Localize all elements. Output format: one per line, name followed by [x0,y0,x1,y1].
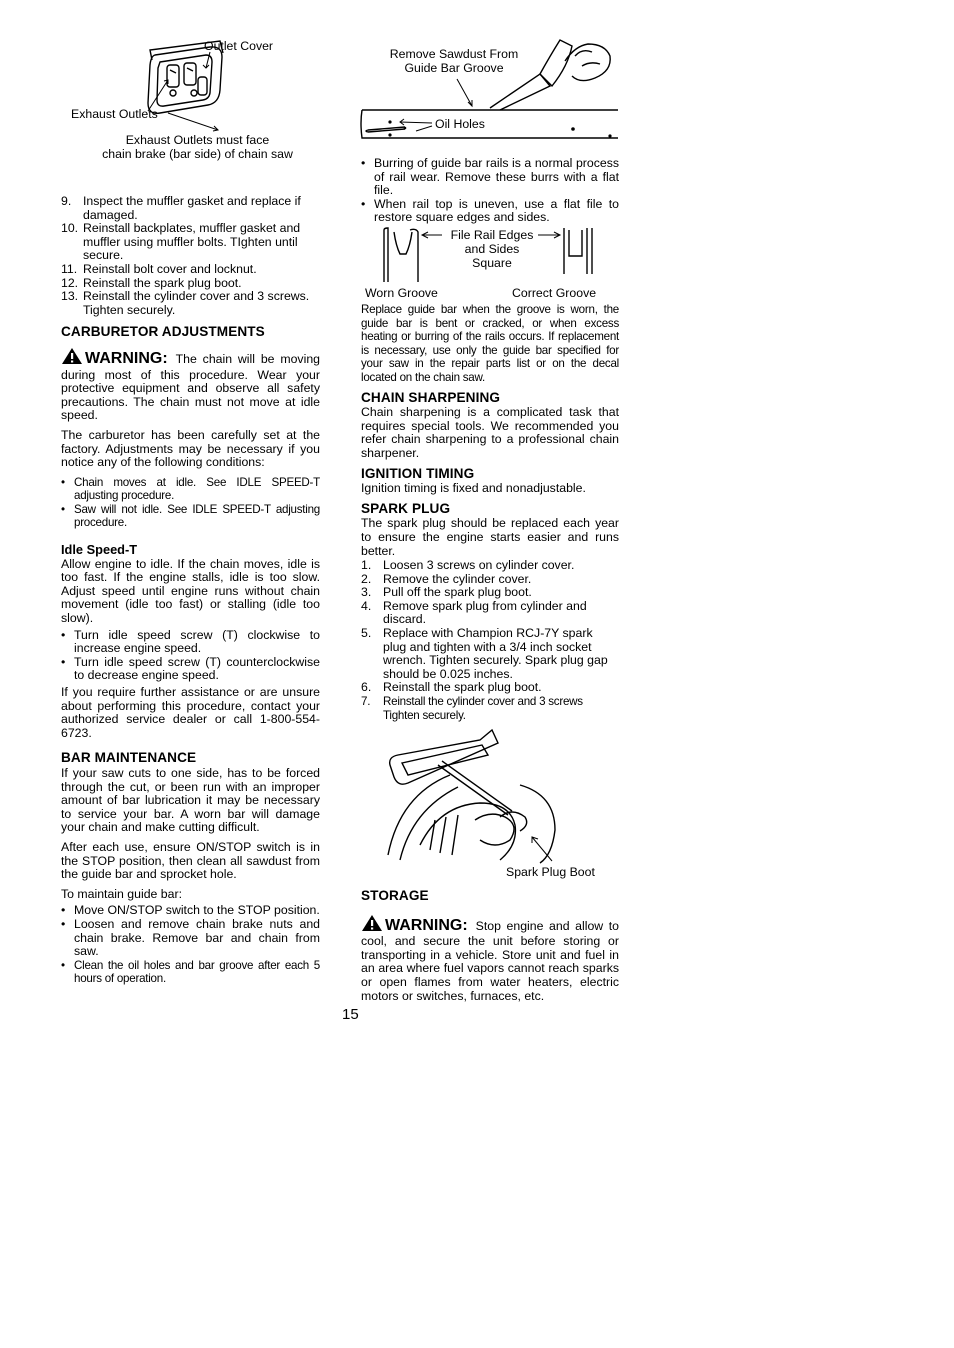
list-item: • When rail top is uneven, use a flat file to restore square edges and sides. [361,198,619,225]
list-item [61,263,320,277]
warning-icon [61,347,83,369]
outlet-cover-label: Outlet Cover [204,39,274,53]
list-item [361,627,619,681]
list-item: • Turn idle speed screw (T) counterclockwise to decrease engine speed. [61,656,320,683]
step-number: 6. [361,680,372,695]
step-text: Remove spark plug from cylinder and discard. [383,598,587,627]
groove-figure [360,224,622,304]
bar-maintenance-p3: To maintain guide bar: [61,886,182,901]
step-number: 4. [361,598,372,613]
warning-text: The chain will be moving during most of this procedure. Wear your protective equipment and observe all safety precautions. The chain must not move at idle speed. [61,351,320,423]
step-text: Reinstall the cylinder cover and 3 screws Tighten securely. [383,695,583,722]
muffler-figure [60,35,330,165]
ignition-timing-heading: IGNITION TIMING [361,465,475,481]
step-text: Inspect the muffler gasket and replace if damaged. [83,194,301,222]
list-item [361,695,619,722]
remove-sawdust-line1: Remove Sawdust From [389,47,519,61]
assistance-text: If you require further assistance or are unsure about performing this procedure, contact your authorized service dealer or call 1-800-554-6723. [61,685,320,740]
step-number: 11. [61,261,78,276]
step-text: Pull off the spark plug boot. [383,585,532,600]
step-number: 13. [61,289,79,304]
exhaust-outlets-label: Exhaust Outlets [71,107,158,121]
step-text: Reinstall the cylinder cover and 3 screws. Tighten securely. [83,289,310,317]
idle-speed-heading: Idle Speed-T [61,542,138,558]
list-item [361,600,619,627]
carburetor-intro: The carburetor has been carefully set at the factory. Adjustments may be necessary if you notice any of the following conditions: [61,427,320,470]
list-item: • Chain moves at idle. See IDLE SPEED-T adjusting procedure. [61,476,320,503]
right-column [361,303,619,728]
bar-maintenance-steps [61,904,320,986]
chain-sharpening-text: Chain sharpening is a complicated task that requires special tools. We recommended you refer chain sharpening to a professional chain sharpener. [361,405,619,460]
left-column [61,195,320,992]
carburetor-heading: CARBURETOR ADJUSTMENTS [61,324,265,340]
step-text: Reinstall the spark plug boot. [83,275,242,290]
step-text: Reinstall backplates, muffler gasket and muffler using muffler bolts. TIghten until secure. [83,221,301,263]
list-item [61,277,320,291]
idle-speed-text: Allow engine to idle. If the chain moves, idle is too fast. If the engine stalls, idle is too slow. Adjust speed until engine runs without chain movement (idle too fast) or stalling (idle too slow). [61,556,320,626]
file-rail-line3: Square [472,256,512,270]
step-number: 12. [61,275,79,290]
step-text: Loosen 3 screws on cylinder cover. [383,558,575,573]
list-item [361,586,619,600]
muffler-steps-list [61,195,320,317]
warning-icon [361,914,383,936]
worn-groove-label: Worn Groove [365,286,438,300]
spark-plug-text: The spark plug should be replaced each year to ensure the engine starts easier and runs better. [361,516,619,558]
spark-plug-illustration [380,725,620,865]
carburetor-conditions-list [61,476,320,530]
rail-notes [361,157,619,231]
oil-holes-label: Oil Holes [435,117,485,131]
page-number: 15 [342,1006,359,1023]
step-number: 10. [61,221,79,236]
list-item: • Loosen and remove chain brake nuts and chain brake. Remove bar and chain from saw. [61,918,320,959]
carburetor-warning [61,347,320,423]
spark-plug-steps [361,559,619,722]
list-item [361,559,619,573]
list-item: • Turn idle speed screw (T) clockwise to increase engine speed. [61,629,320,656]
ignition-timing-text: Ignition timing is fixed and nonadjustable. [361,481,586,496]
warning-label: WARNING: [385,916,468,934]
file-rail-line2: and Sides [464,242,520,256]
spark-plug-figure [380,725,620,885]
file-rail-label [444,228,540,270]
step-number: 5. [361,626,372,641]
chain-sharpening-heading: CHAIN SHARPENING [361,389,501,405]
warning-text: Stop engine and allow to cool, and secure the unit before storing or transporting in a vehicle. Store unit and fuel in an area where fuel vapors cannot reach sparks or open flames from water heaters, electric motors or switches, furnaces, etc. [361,918,619,1003]
step-number: 1. [361,558,372,573]
replace-bar-text: Replace guide bar when the groove is worn, the guide bar is bent or cracked, or when excess heating or burring of the rails occurs. If replacement is necessary, use only the guide bar specified for your saw in the repair parts list or on the decal located on the chain saw. [361,303,619,384]
step-text: Remove the cylinder cover. [383,571,532,586]
storage-heading: STORAGE [361,888,429,903]
storage-section [361,889,619,1009]
warning-label: WARNING: [85,349,168,367]
list-item: • Saw will not idle. See IDLE SPEED-T adjusting procedure. [61,503,320,530]
list-item: • Clean the oil holes and bar groove after each 5 hours of operation. [61,959,320,986]
rail-notes-list [361,157,619,225]
list-item [61,195,320,222]
list-item [361,681,619,695]
step-text: Reinstall bolt cover and locknut. [83,261,257,276]
muffler-caption-line1: Exhaust Outlets must face [125,133,270,147]
step-number: 7. [361,695,371,709]
guide-bar-figure [360,36,622,151]
step-number: 3. [361,585,372,600]
remove-sawdust-line2: Guide Bar Groove [404,61,504,75]
muffler-caption [80,133,315,161]
list-item [61,222,320,263]
muffler-caption-line2: chain brake (bar side) of chain saw [102,147,293,161]
step-number: 9. [61,194,72,208]
idle-speed-steps [61,629,320,683]
file-rail-line1: File Rail Edges [450,228,534,242]
bar-maintenance-heading: BAR MAINTENANCE [61,750,197,766]
list-item: • Burring of guide bar rails is a normal process of rail wear. Remove these burrs with a flat file. [361,157,619,198]
step-text: Replace with Champion RCJ-7Y spark plug and tighten with a 3/4 inch socket wrench. Tighten securely. Spark plug gap should be 0.025 inches. [383,626,608,681]
list-item [61,290,320,317]
remove-sawdust-label [365,47,543,75]
bar-maintenance-p1: If your saw cuts to one side, has to be forced through the cut, or been run with an improper amount of bar lubrication it may be necessary to service your bar. A worn bar will damage your chain and make cutting difficult. [61,765,320,835]
bar-maintenance-p2: After each use, ensure ON/STOP switch is in the STOP position, then clean all sawdust from the guide bar and sprocket hole. [61,839,320,882]
list-item [361,573,619,587]
list-item: • Move ON/STOP switch to the STOP position. [61,904,320,918]
storage-warning [361,914,619,1004]
spark-plug-heading: SPARK PLUG [361,500,451,516]
step-number: 2. [361,571,372,586]
step-text: Reinstall the spark plug boot. [383,680,542,695]
correct-groove-label: Correct Groove [512,286,597,300]
spark-plug-boot-label: Spark Plug Boot [506,865,595,879]
